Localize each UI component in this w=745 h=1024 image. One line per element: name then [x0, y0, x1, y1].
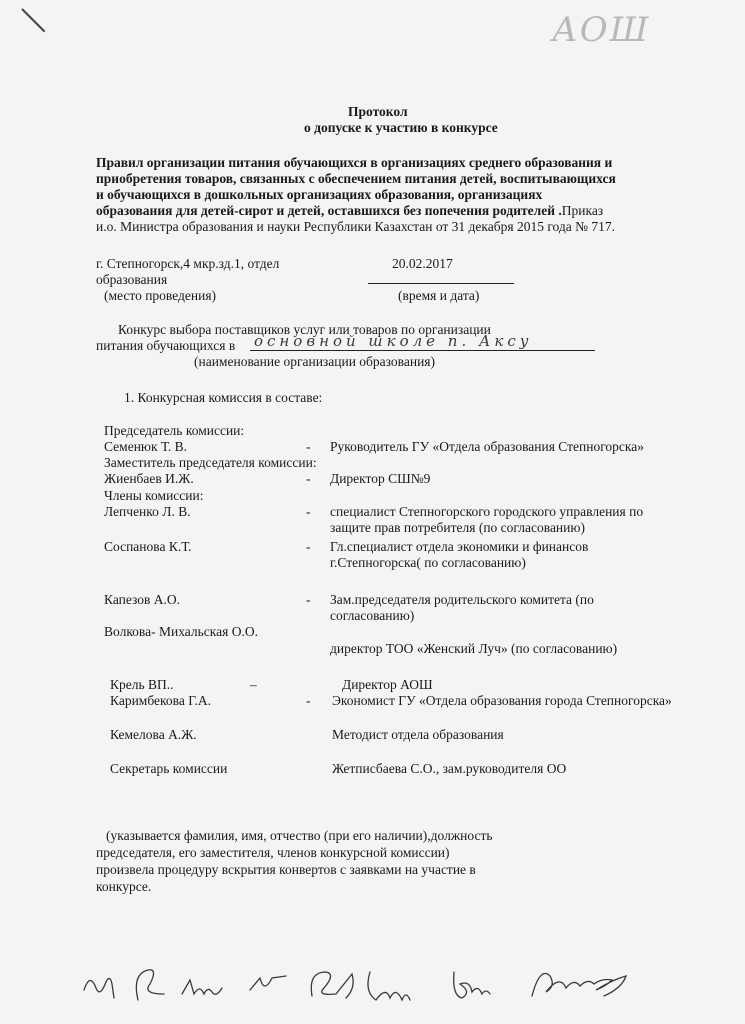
place-line2: образования [96, 272, 168, 287]
rules-line5: и.о. Министра образования и науки Республики Казахстан от 31 декабря 2015 года № 717. [96, 219, 616, 234]
date-caption: (время и дата) [398, 288, 480, 303]
signature-1 [84, 978, 114, 998]
secretary-label: Секретарь комиссии [110, 761, 228, 776]
place-caption: (место проведения) [104, 288, 217, 303]
date-value: 20.02.2017 [392, 256, 453, 271]
place-line1: г. Степногорск,4 мкр.зд.1, отдел [96, 256, 280, 271]
contest-line1: Конкурс выбора поставщиков услуг или товаров по организации [118, 322, 491, 337]
member3-name: Капезов А.О. [104, 592, 181, 607]
member6-role: Экономист ГУ «Отдела образования города Степногорска» [332, 693, 672, 708]
rules-line4 [96, 203, 603, 219]
closing-line4: конкурсе. [96, 879, 152, 894]
signature-4 [250, 976, 286, 990]
deputy-dash: - [306, 471, 311, 486]
signature-3 [182, 980, 222, 994]
handwritten-school-name: основной школе п. Аксу [254, 332, 533, 350]
closing-line1: (указывается фамилия, имя, отчество (при его наличии),должность [106, 828, 493, 843]
corner-pen-mark [21, 8, 45, 32]
member5-dash: – [250, 677, 257, 692]
member6-dash: - [306, 693, 311, 708]
deputy-role: Директор СШ№9 [330, 471, 431, 486]
member2-role-line1: Гл.специалист отдела экономики и финансов [330, 539, 589, 554]
member3-role-line1: Зам.председателя родительского комитета (по [330, 592, 594, 607]
rules-line4-normal: Приказ [561, 203, 604, 218]
signature-7 [454, 972, 490, 998]
chair-dash: - [306, 439, 311, 454]
title-line2: о допуске к участию в конкурсе [304, 120, 498, 135]
signature-2 [136, 970, 164, 1000]
signature-8 [532, 974, 626, 997]
member2-role-line2: г.Степногорска( по согласованию) [330, 555, 526, 570]
section1-heading: 1. Конкурсная комиссия в составе: [124, 390, 323, 405]
chair-title: Председатель комиссии: [104, 423, 245, 438]
member1-role-line1: специалист Степногорского городского управления по [330, 504, 644, 519]
member1-name: Лепченко Л. В. [104, 504, 191, 519]
signatures [80, 960, 700, 1010]
chair-role: Руководитель ГУ «Отдела образования Степногорска» [330, 439, 644, 454]
secretary-name: Жетписбаева С.О., зам.руководителя ОО [332, 761, 567, 776]
member5-role: Директор АОШ [342, 677, 433, 692]
member3-role-line2: согласованию) [330, 608, 415, 623]
rules-line1: Правил организации питания обучающихся в организациях среднего образования и [96, 155, 613, 170]
member7-role: Методист отдела образования [332, 727, 504, 742]
corner-handwriting: АОШ [552, 10, 651, 50]
member3-dash: - [306, 592, 311, 607]
closing-line3: произвела процедуру вскрытия конвертов с заявками на участие в [96, 862, 476, 877]
date-underline [368, 283, 514, 284]
contest-line2: питания обучающихся в [96, 338, 236, 353]
rules-line4-bold: образования для детей-сирот и детей, оставшихся без попечения родителей . [96, 203, 562, 218]
member1-dash: - [306, 504, 311, 519]
signature-5 [311, 972, 353, 998]
rules-line2: приобретения товаров, связанных с обеспечением питания детей, воспитывающихся [96, 171, 616, 186]
rules-line3: и обучающихся в дошкольных организациях образования, организациях [96, 187, 543, 202]
deputy-name: Жиенбаев И.Ж. [104, 471, 194, 486]
contest-caption: (наименование организации образования) [194, 354, 436, 369]
members-title: Члены комиссии: [104, 488, 204, 503]
member2-name: Соспанова К.Т. [104, 539, 192, 554]
member6-name: Каримбекова Г.А. [110, 693, 211, 708]
member2-dash: - [306, 539, 311, 554]
member4-name: Волкова- Михальская О.О. [104, 624, 258, 639]
title-line1: Протокол [348, 104, 408, 119]
closing-line2: председателя, его заместителя, членов конкурсной комиссии) [96, 845, 450, 860]
member1-role-line2: защите прав потребителя (по согласованию) [330, 520, 585, 535]
chair-name: Семенюк Т. В. [104, 439, 187, 454]
school-underline [250, 350, 595, 351]
member7-name: Кемелова А.Ж. [110, 727, 197, 742]
deputy-title: Заместитель председателя комиссии: [104, 455, 317, 470]
member4-role: директор ТОО «Женский Луч» (по согласованию) [330, 641, 618, 656]
signature-6 [368, 972, 410, 1000]
member5-name: Крель ВП.. [110, 677, 174, 692]
